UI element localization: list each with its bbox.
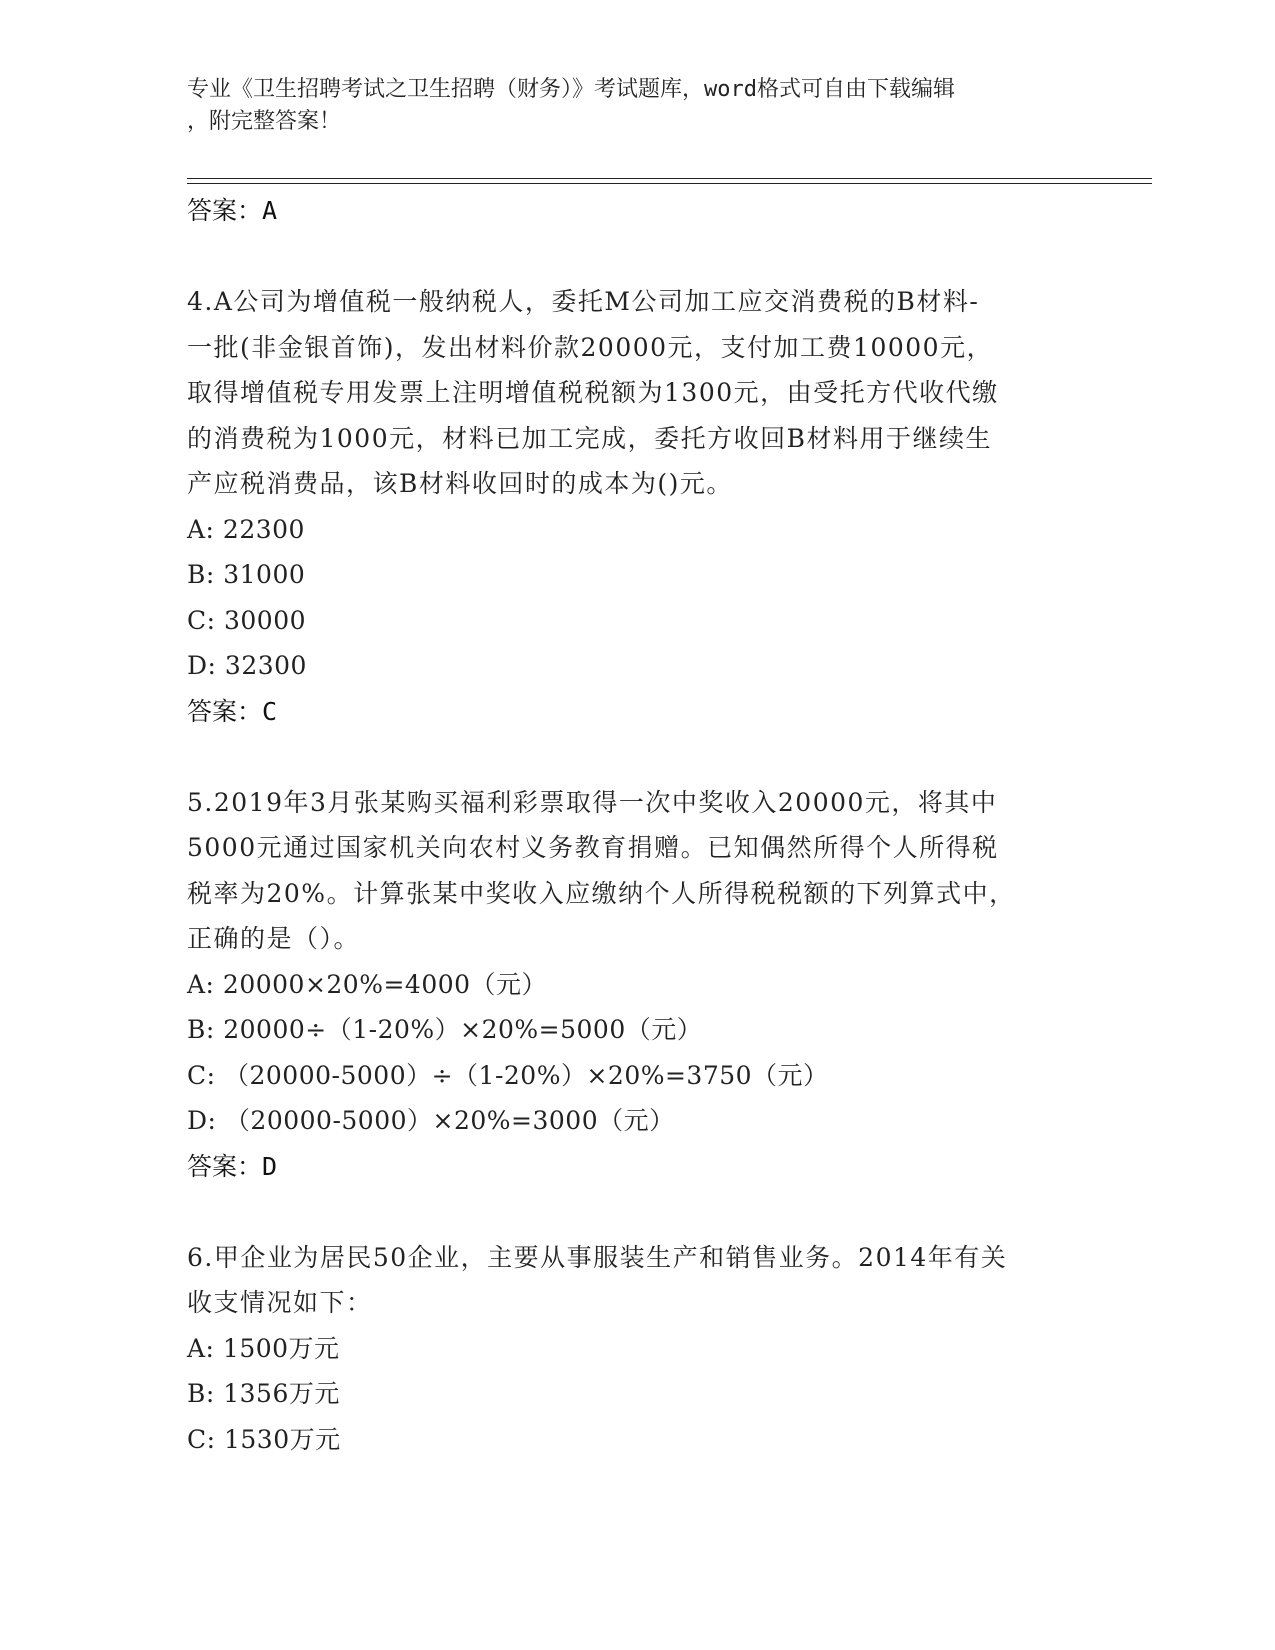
question-5-option-b: B: 20000÷（1-20%）×20%=5000（元） [187, 1015, 703, 1044]
answer-label: 答案： [187, 196, 263, 225]
question-5-option-d: D: （20000-5000）×20%=3000（元） [187, 1106, 675, 1135]
question-5-line-4: 正确的是（）。 [187, 924, 361, 953]
question-5-option-c: C: （20000-5000）÷（1-20%）×20%=3750（元） [187, 1060, 829, 1090]
question-4-option-c: C: 30000 [187, 605, 307, 635]
question-6-option-a: A: 1500万元 [187, 1333, 340, 1363]
answer-label: 答案： [187, 696, 263, 726]
question-4-option-d: D: 32300 [187, 651, 307, 680]
answer-value: A [262, 196, 278, 225]
question-5-line-1: 5.2019年3月张某购买福利彩票取得一次中奖收入20000元，将其中 [187, 787, 998, 817]
question-4-answer [187, 689, 1087, 735]
question-5-answer [187, 1144, 1087, 1190]
header-line-2: ，附完整答案！ [187, 109, 342, 134]
header-rule-bottom [187, 183, 1152, 184]
answer-label: 答案： [187, 1151, 263, 1181]
question-4-line-5: 产应税消费品，该B材料收回时的成本为()元。 [187, 469, 733, 498]
question-4-line-3: 取得增值税专用发票上注明增值税税额为1300元，由受托方代收代缴 [187, 378, 999, 407]
question-6-option-c: C: 1530万元 [187, 1424, 341, 1454]
answer-line-prev [187, 188, 1087, 234]
question-4-line-2: 一批(非金银首饰)，发出材料价款20000元，支付加工费10000元， [187, 332, 994, 362]
question-4-option-a: A: 22300 [187, 514, 305, 544]
question-5-option-a: A: 20000×20%=4000（元） [187, 969, 548, 999]
question-4-line-4: 的消费税为1000元，材料已加工完成，委托方收回B材料用于继续生 [187, 423, 992, 453]
header-line-1: 专业《卫生招聘考试之卫生招聘（财务）》考试题库，word格式可自由下载编辑 [187, 77, 955, 102]
question-4-line-1: 4.A公司为增值税一般纳税人，委托M公司加工应交消费税的B材料- [187, 287, 980, 316]
answer-value: C [262, 696, 278, 726]
answer-value: D [262, 1151, 278, 1181]
header-rule-top [187, 178, 1152, 179]
question-list [187, 188, 1087, 1462]
question-4-option-b: B: 31000 [187, 560, 306, 589]
question-5-line-3: 税率为20%。计算张某中奖收入应缴纳个人所得税税额的下列算式中， [187, 878, 1016, 908]
page-header [187, 74, 1067, 138]
question-6-line-2: 收支情况如下： [187, 1288, 373, 1317]
question-5 [187, 780, 1087, 1190]
question-6 [187, 1235, 1087, 1463]
question-6-option-b: B: 1356万元 [187, 1379, 340, 1408]
question-6-line-1: 6.甲企业为居民50企业，主要从事服装生产和销售业务。2014年有关 [187, 1242, 1008, 1272]
question-4 [187, 279, 1087, 735]
question-5-line-2: 5000元通过国家机关向农村义务教育捐赠。已知偶然所得个人所得税 [187, 833, 999, 862]
